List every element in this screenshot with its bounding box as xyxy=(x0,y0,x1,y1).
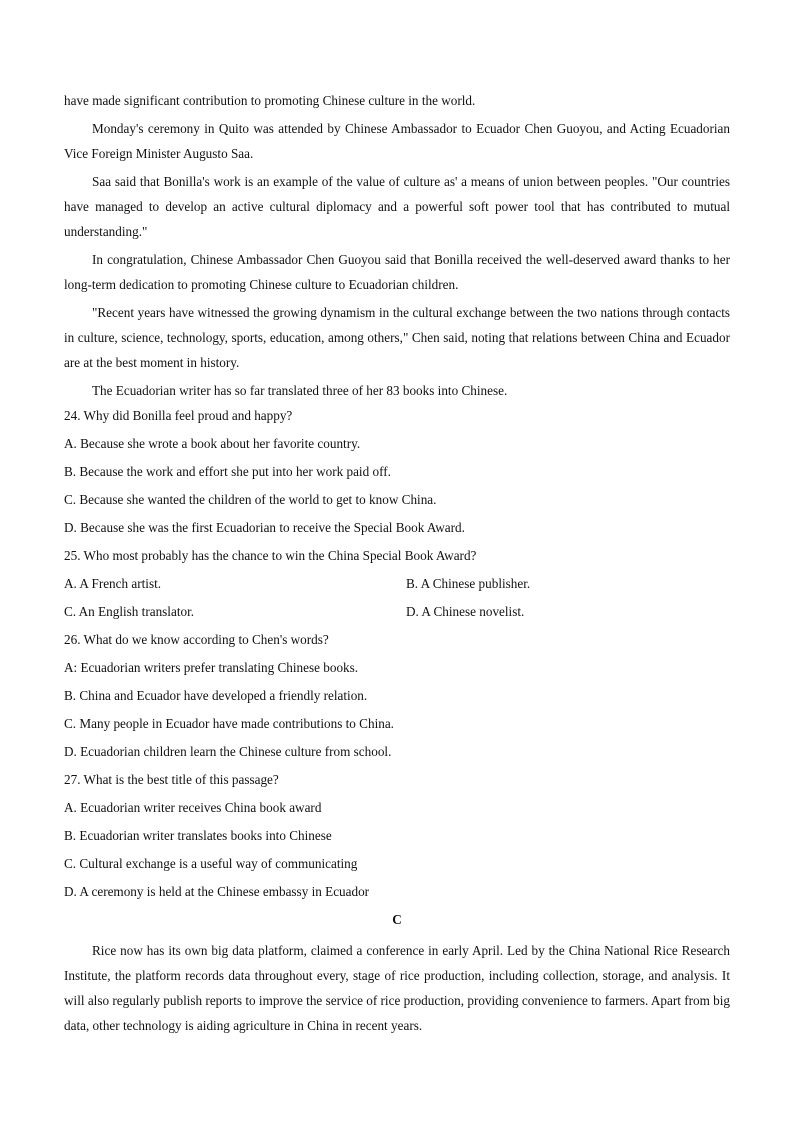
passage-b xyxy=(64,88,730,403)
question-25 xyxy=(64,546,730,622)
option-d: D. A ceremony is held at the Chinese embassy in Ecuador xyxy=(64,884,370,899)
option-a: A. Because she wrote a book about her favorite country. xyxy=(64,436,361,451)
question-stem: 27. What is the best title of this passage? xyxy=(64,772,279,787)
paragraph: "Recent years have witnessed the growing dynamism in the cultural exchange between the two nations through contacts in culture, science, technology, sports, education, among others," Chen said, noting that relations between China and Ecuador are at the best moment in history. xyxy=(64,305,730,370)
question-24 xyxy=(64,406,730,538)
paragraph: The Ecuadorian writer has so far translated three of her 83 books into Chinese. xyxy=(92,383,508,398)
option-c: C. An English translator. xyxy=(64,604,195,619)
option-b: B. China and Ecuador have developed a friendly relation. xyxy=(64,688,368,703)
section-heading: C xyxy=(392,912,402,927)
paragraph: Saa said that Bonilla's work is an example of the value of culture as' a means of union between peoples. "Our countries have managed to develop an active cultural diplomacy and a powerful soft power tool that has contributed to mutual understanding." xyxy=(64,174,730,239)
option-a: A: Ecuadorian writers prefer translating Chinese books. xyxy=(64,660,359,675)
option-d: D. Ecuadorian children learn the Chinese culture from school. xyxy=(64,744,392,759)
question-stem: 24. Why did Bonilla feel proud and happy? xyxy=(64,408,293,423)
paragraph: In congratulation, Chinese Ambassador Chen Guoyou said that Bonilla received the well-deserved award thanks to her long-term dedication to promoting Chinese culture to Ecuadorian children. xyxy=(64,252,730,292)
question-stem: 25. Who most probably has the chance to win the China Special Book Award? xyxy=(64,548,477,563)
option-c: C. Cultural exchange is a useful way of communicating xyxy=(64,856,358,871)
paragraph: Monday's ceremony in Quito was attended by Chinese Ambassador to Ecuador Chen Guoyou, and Acting Ecuadorian Vice Foreign Minister Augusto Saa. xyxy=(64,121,730,161)
option-row xyxy=(64,574,730,594)
option-d: D. A Chinese novelist. xyxy=(406,604,525,619)
option-a: A. A French artist. xyxy=(64,576,162,591)
option-row xyxy=(64,602,730,622)
passage-c xyxy=(64,910,730,1038)
option-d: D. Because she was the first Ecuadorian to receive the Special Book Award. xyxy=(64,520,465,535)
question-27 xyxy=(64,770,730,902)
option-c: C. Because she wanted the children of the world to get to know China. xyxy=(64,492,437,507)
paragraph: have made significant contribution to promoting Chinese culture in the world. xyxy=(64,93,476,108)
question-stem: 26. What do we know according to Chen's words? xyxy=(64,632,329,647)
option-a: A. Ecuadorian writer receives China book award xyxy=(64,800,322,815)
paragraph: Rice now has its own big data platform, claimed a conference in early April. Led by the China National Rice Research Institute, the platform records data throughout every, stage of rice production, including collection, storage, and analysis. It will also regularly publish reports to improve the service of rice production, providing convenience to farmers. Apart from big data, other technology is aiding agriculture in China in recent years. xyxy=(64,943,730,1033)
option-c: C. Many people in Ecuador have made contributions to China. xyxy=(64,716,394,731)
option-b: B. Because the work and effort she put into her work paid off. xyxy=(64,464,391,479)
question-26 xyxy=(64,630,730,762)
exam-page xyxy=(64,88,730,1041)
option-b: B. Ecuadorian writer translates books into Chinese xyxy=(64,828,332,843)
option-b: B. A Chinese publisher. xyxy=(406,576,531,591)
